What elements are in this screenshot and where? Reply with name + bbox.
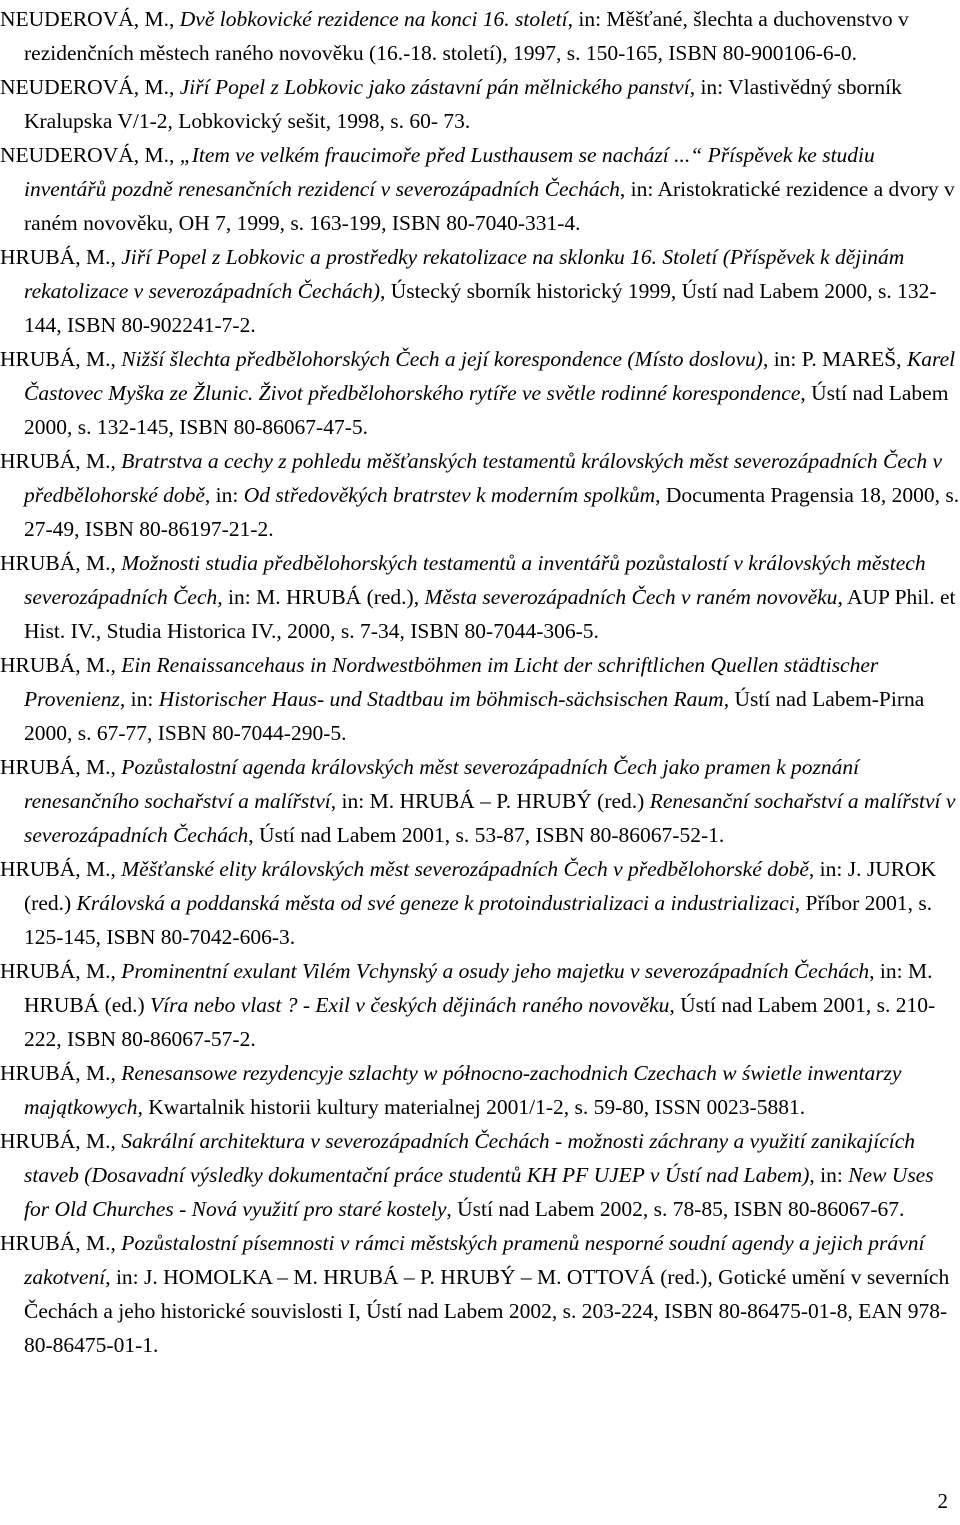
entry-text: , Ústí nad Labem-Pirna 2000, s. 67-77, ISBN 80-7044-290-5. xyxy=(24,687,925,745)
entry-text: , in: M. HRUBÁ – P. HRUBÝ (red.) xyxy=(330,789,650,813)
entry-title-italic: Od středověkých bratrstev k moderním spolkům xyxy=(243,483,656,507)
entry-title-italic: Pozůstalostní agenda královských měst severozápadních Čech jako pramen k poznání renesančního sochařství a malířství xyxy=(24,755,860,813)
entry-title-italic: Sakrální architektura v severozápadních Čechách - možnosti záchrany a využití zanikajících staveb (Dosavadní výsledky dokumentační práce studentů KH PF UJEP v Ústí nad Labem) xyxy=(24,1129,916,1187)
bibliography-entry xyxy=(0,138,960,240)
entry-text: , Ústí nad Labem 2000, s. 132-145, ISBN 80-86067-47-5. xyxy=(24,381,949,439)
entry-text: , in: Vlastivědný sborník Kralupska V/1-2, Lobkovický sešit, 1998, s. 60- 73. xyxy=(24,75,902,133)
entry-text: , Documenta Pragensia 18, 2000, s. 27-49, ISBN 80-86197-21-2. xyxy=(24,483,960,541)
entry-title-italic: Renesansowe rezydencyje szlachty w północno-zachodnich Czechach w świetle inwentarzy majątkowych, xyxy=(24,1061,902,1119)
entry-text: , xyxy=(110,857,122,881)
entry-text: , Příbor 2001, s. 125-145, ISBN 80-7042-606-3. xyxy=(24,891,933,949)
bibliography-entry xyxy=(0,1056,960,1124)
entry-text: , Ústí nad Labem 2001, s. 210-222, ISBN 80-86067-57-2. xyxy=(24,993,936,1051)
entry-title-italic: New Uses for Old Churches - Nová využití pro staré kostely xyxy=(24,1163,934,1221)
entry-text: , xyxy=(110,1061,122,1085)
bibliography-entry xyxy=(0,954,960,1056)
entry-author: HRUBÁ, M. xyxy=(0,551,111,575)
entry-title-italic: Možnosti studia předbělohorských testamentů a inventářů pozůstalostí v královských městech severozápadních Čech, xyxy=(24,551,926,609)
entry-text: Kwartalnik historii kultury materialnej 2001/1-2, s. 59-80, ISSN 0023-5881. xyxy=(142,1095,806,1119)
entry-text: in: M. HRUBÁ (red.), xyxy=(222,585,425,609)
entry-title-italic: Jiří Popel z Lobkovic a prostředky rekatolizace na sklonku 16. Století (Příspěvek k dějinám rekatolizace v severozápadních Čechách) xyxy=(24,245,905,303)
entry-text: , xyxy=(110,449,122,473)
entry-title-italic: Karel Častovec Myška ze Žlunic. Život předbělohorského rytíře ve světle rodinné korespondence xyxy=(24,347,956,405)
entry-text: , Ústí nad Labem 2001, s. 53-87, ISBN 80-86067-52-1. xyxy=(248,823,725,847)
entry-author: HRUBÁ, M. xyxy=(0,755,111,779)
entry-text: , in: Aristokratické rezidence a dvory v raném novověku, OH 7, 1999, s. 163-199, ISBN 80-7040-331-4. xyxy=(24,177,955,235)
entry-title-italic: „Item ve velkém fraucimoře před Lusthausem se nachází ...“ Příspěvek ke studiu inventářů pozdně renesančních rezidencí v severozápadních Čechách xyxy=(24,143,875,201)
entry-author: HRUBÁ, M. xyxy=(0,1231,111,1255)
entry-author: HRUBÁ, M. xyxy=(0,347,111,371)
bibliography-entry xyxy=(0,342,960,444)
entry-text: , xyxy=(110,1129,122,1153)
entry-author: NEUDEROVÁ, M. xyxy=(0,7,170,31)
entry-text: , AUP Phil. et Hist. IV., Studia Historica IV., 2000, s. 7-34, ISBN 80-7044-306-5. xyxy=(24,585,956,643)
entry-title-italic: Královská a poddanská města od své geneze k protoindustrializaci a industrializaci xyxy=(76,891,795,915)
entry-text: , in: xyxy=(809,1163,849,1187)
entry-title-italic: Bratrstva a cechy z pohledu měšťanských testamentů královských měst severozápadních Čech v předbělohorské době xyxy=(24,449,943,507)
entry-title-italic: Měšťanské elity královských měst severozápadních Čech v předbělohorské době xyxy=(121,857,809,881)
entry-author: HRUBÁ, M. xyxy=(0,857,111,881)
entry-text: , Ústecký sborník historický 1999, Ústí nad Labem 2000, s. 132-144, ISBN 80-902241-7-2. xyxy=(24,279,937,337)
bibliography-entry xyxy=(0,70,960,138)
entry-author: HRUBÁ, M. xyxy=(0,449,111,473)
entry-title-italic: Víra nebo vlast ? - Exil v českých dějinách raného novověku xyxy=(150,993,670,1017)
bibliography-entry xyxy=(0,444,960,546)
entry-text: , xyxy=(169,143,180,167)
entry-text: , xyxy=(110,347,122,371)
entry-author: HRUBÁ, M. xyxy=(0,959,111,983)
entry-text: , xyxy=(169,7,180,31)
entry-text: , in: M. HRUBÁ (ed.) xyxy=(24,959,933,1017)
entry-title-italic: Pozůstalostní písemnosti v rámci městských pramenů nesporné soudní agendy a jejich právní zakotvení xyxy=(24,1231,925,1289)
entry-text: , in: J. HOMOLKA – M. HRUBÁ – P. HRUBÝ – M. OTTOVÁ (red.), Gotické umění v severních Čechách a jeho historické souvislosti I, Ústí nad Labem 2002, s. 203-224, ISBN 80-86475-01-8, EAN 978-80-86475-01-1. xyxy=(24,1265,950,1357)
entry-title-italic: Historischer Haus- und Stadtbau im böhmisch-sächsischen Raum xyxy=(158,687,724,711)
entry-text: , xyxy=(169,75,180,99)
entry-author: NEUDEROVÁ, M. xyxy=(0,143,170,167)
entry-text: , xyxy=(110,551,122,575)
entry-text: , xyxy=(110,959,122,983)
bibliography-entry xyxy=(0,546,960,648)
entry-text: , in: P. MAREŠ, xyxy=(762,347,907,371)
bibliography-list xyxy=(0,2,960,1362)
entry-text: , xyxy=(110,245,122,269)
entry-author: HRUBÁ, M. xyxy=(0,653,111,677)
bibliography-entry xyxy=(0,240,960,342)
entry-author: NEUDEROVÁ, M. xyxy=(0,75,170,99)
entry-text: , in: xyxy=(204,483,244,507)
bibliography-entry xyxy=(0,2,960,70)
entry-text: , xyxy=(110,1231,122,1255)
entry-text: , Ústí nad Labem 2002, s. 78-85, ISBN 80-86067-67. xyxy=(446,1197,905,1221)
entry-text: , xyxy=(110,755,122,779)
bibliography-entry xyxy=(0,852,960,954)
entry-title-italic: Nižší šlechta předbělohorských Čech a její korespondence (Místo doslovu) xyxy=(121,347,763,371)
entry-title-italic: Renesanční sochařství a malířství v severozápadních Čechách xyxy=(24,789,956,847)
page-number: 2 xyxy=(937,1489,948,1513)
entry-author: HRUBÁ, M. xyxy=(0,1129,111,1153)
entry-title-italic: Jiří Popel z Lobkovic jako zástavní pán mělnického panství xyxy=(179,75,690,99)
entry-title-italic: Dvě lobkovické rezidence na konci 16. století xyxy=(179,7,568,31)
entry-text: , in: Měšťané, šlechta a duchovenstvo v rezidenčních městech raného novověku (16.-18. století), 1997, s. 150-165, ISBN 80-900106-6-0. xyxy=(24,7,909,65)
bibliography-entry xyxy=(0,750,960,852)
entry-text: , in: xyxy=(119,687,159,711)
bibliography-entry xyxy=(0,1124,960,1226)
bibliography-entry xyxy=(0,1226,960,1362)
entry-title-italic: Ein Renaissancehaus in Nordwestböhmen im Licht der schriftlichen Quellen städtischer Provenienz xyxy=(24,653,879,711)
entry-text: , xyxy=(110,653,122,677)
bibliography-entry xyxy=(0,648,960,750)
entry-title-italic: Prominentní exulant Vilém Vchynský a osudy jeho majetku v severozápadních Čechách xyxy=(121,959,870,983)
entry-text: , in: J. JUROK (red.) xyxy=(24,857,937,915)
entry-author: HRUBÁ, M. xyxy=(0,1061,111,1085)
entry-title-italic: Města severozápadních Čech v raném novověku xyxy=(424,585,838,609)
entry-author: HRUBÁ, M. xyxy=(0,245,111,269)
